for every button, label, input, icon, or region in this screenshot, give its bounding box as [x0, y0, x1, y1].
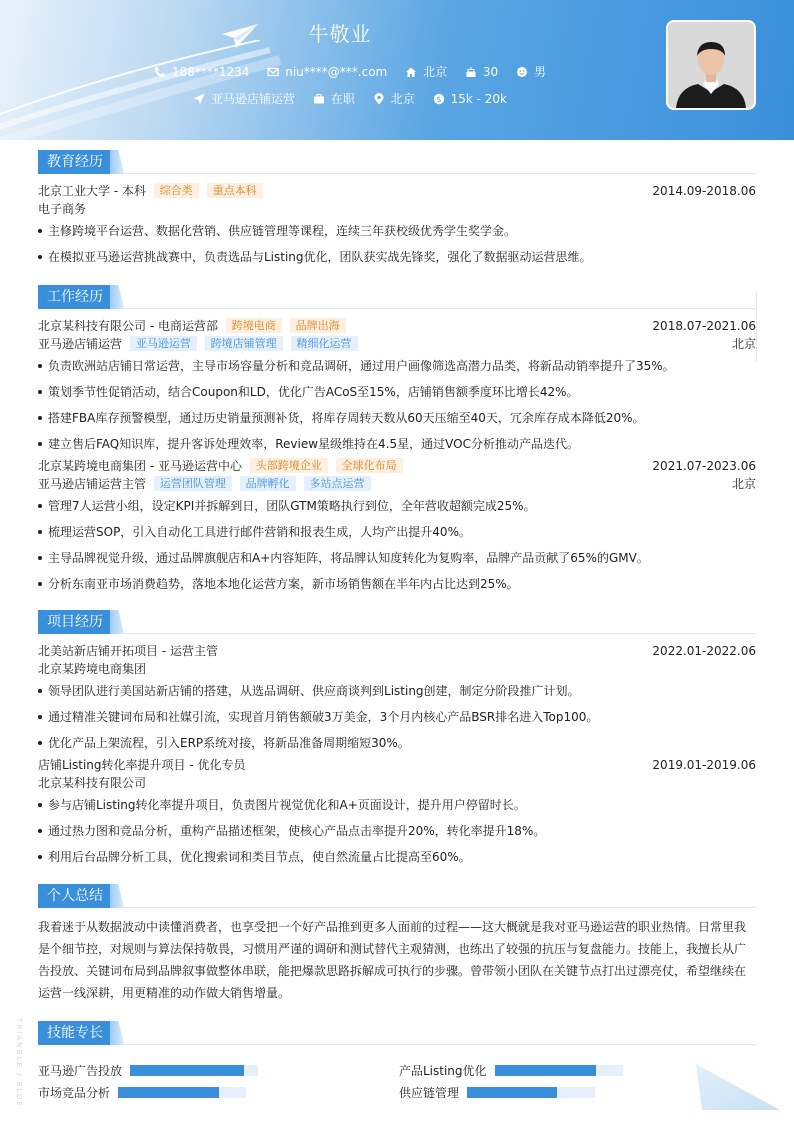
salary-text: 15k - 20k — [450, 91, 507, 106]
summary-line: 运营一线深耕，用更精准的动作做大销售增量。 — [38, 986, 291, 1000]
job-tag: 跨境店铺管理 — [205, 336, 283, 351]
title-tail-decoration — [110, 884, 124, 908]
smile-icon — [516, 66, 528, 78]
salary-item — [433, 92, 507, 106]
section-title-text: 个人总结 — [38, 884, 112, 908]
education-date: 2014.09-2018.06 — [652, 184, 756, 198]
title-tail-decoration — [110, 285, 124, 309]
skill-item — [399, 1061, 623, 1079]
resume-header — [0, 0, 794, 140]
skill-bar — [130, 1065, 258, 1076]
section-title-skills — [38, 1021, 756, 1045]
work-company-row — [38, 317, 756, 335]
projects-section — [38, 610, 756, 874]
section-title-projects — [38, 610, 756, 634]
target-city-item — [373, 90, 415, 107]
skill-item — [38, 1061, 258, 1079]
project-row — [38, 756, 756, 774]
work-bullets — [38, 497, 756, 593]
project-org: 北京某科技有限公司 — [38, 776, 147, 790]
age-item — [465, 65, 498, 79]
city-item — [405, 63, 447, 80]
skill-bar-fill — [130, 1065, 244, 1076]
work-location: 北京 — [731, 337, 756, 351]
section-title-text: 教育经历 — [38, 150, 112, 174]
job-tag: 精细化运营 — [291, 336, 358, 351]
city-text: 北京 — [423, 65, 448, 79]
education-bullets — [38, 222, 756, 266]
list-item: 梳理运营SOP，引入自动化工具进行邮件营销和报表生成，人均产出提升40%。 — [38, 523, 756, 541]
project-date: 2022.01-2022.06 — [652, 644, 756, 658]
list-item: 优化产品上架流程，引入ERP系统对接，将新品准备周期缩短30%。 — [38, 734, 756, 752]
svg-text:$: $ — [436, 94, 442, 104]
skill-name: 亚马逊广告投放 — [38, 1063, 123, 1078]
summary-line: 是个细节控，对规则与算法保持敬畏，习惯用严谨的调研和测试替代主观猜测，也练出了较强的抗压与复盘能力。技能上，我擅长从广 — [38, 942, 747, 956]
list-item: 策划季节性促销活动，结合Coupon和LD，优化广告ACoS至15%，店铺销售额季度环比增长42%。 — [38, 383, 756, 401]
mail-icon — [267, 66, 279, 78]
list-item: 参与店铺Listing转化率提升项目，负责图片视觉优化和A+页面设计，提升用户停留时长。 — [38, 796, 756, 814]
title-tail-decoration — [110, 1021, 124, 1045]
job-title: 亚马逊店铺运营主管 — [38, 477, 147, 491]
list-item: 在模拟亚马逊运营挑战赛中，负责选品与Listing优化，团队获实战先锋奖，强化了数据驱动运营思维。 — [38, 248, 756, 266]
corner-triangle-decoration — [690, 1060, 784, 1112]
cake-icon — [465, 66, 477, 78]
education-tag: 综合类 — [154, 183, 199, 198]
skill-item — [38, 1083, 246, 1101]
skill-bar — [495, 1065, 623, 1076]
company-tag: 品牌出海 — [290, 318, 346, 333]
list-item: 分析东南亚市场消费趋势，落地本地化运营方案，新市场销售额在半年内占比达到25%。 — [38, 575, 756, 593]
section-title-work — [38, 285, 756, 309]
education-section — [38, 150, 756, 274]
summary-section — [38, 884, 756, 1004]
email-item — [267, 65, 387, 79]
list-item: 主修跨境平台运营、数据化营销、供应链管理等课程，连续三年获校级优秀学生奖学金。 — [38, 222, 756, 240]
skill-bar — [118, 1087, 246, 1098]
list-item: 主导品牌视觉升级，通过品牌旗舰店和A+内容矩阵，将品牌认知度转化为复购率，品牌产品贡献了65%的GMV。 — [38, 549, 756, 567]
work-date: 2021.07-2023.06 — [652, 459, 756, 473]
list-item: 通过热力图和竞品分析，重构产品描述框架，使核心产品点击率提升20%，转化率提升18%。 — [38, 822, 756, 840]
project-name: 店铺Listing转化率提升项目 - 优化专员 — [38, 758, 246, 772]
section-title-text: 工作经历 — [38, 285, 112, 309]
summary-text — [38, 916, 756, 1004]
major: 电子商务 — [38, 202, 87, 216]
work-bullets — [38, 357, 756, 453]
title-tail-decoration — [110, 610, 124, 634]
skill-bar — [467, 1087, 595, 1098]
section-title-summary — [38, 884, 756, 908]
skill-bar-fill — [495, 1065, 596, 1076]
work-title-row — [38, 335, 756, 353]
list-item: 管理7人运营小组，设定KPI并拆解到日，团队GTM策略执行到位，全年营收超额完成25%。 — [38, 497, 756, 515]
skill-bar-fill — [467, 1087, 557, 1098]
project-name: 北美站新店铺开拓项目 - 运营主管 — [38, 644, 218, 658]
project-row — [38, 642, 756, 660]
send-icon — [193, 93, 205, 105]
contact-row — [0, 63, 680, 81]
skill-name: 供应链管理 — [399, 1085, 460, 1100]
status-text: 在职 — [330, 92, 355, 106]
skill-name: 产品Listing优化 — [399, 1063, 487, 1078]
watermark-text: TRIANGLE / BLUE — [15, 1018, 23, 1108]
section-title-text: 技能专长 — [38, 1021, 112, 1045]
target-job-item — [193, 90, 295, 107]
title-tail-decoration — [110, 150, 124, 174]
phone-icon — [154, 66, 166, 78]
company-tag: 头部跨境企业 — [250, 458, 328, 473]
education-row — [38, 182, 756, 200]
job-tag: 运营团队管理 — [154, 476, 232, 491]
section-title-text: 项目经历 — [38, 610, 112, 634]
project-date: 2019.01-2019.06 — [652, 758, 756, 772]
list-item: 利用后台品牌分析工具，优化搜索词和类目节点，使自然流量占比提高至60%。 — [38, 848, 756, 866]
list-item: 负责欧洲站店铺日常运营，主导市场容量分析和竞品调研，通过用户画像筛选高潜力品类，将新品动销率提升了35%。 — [38, 357, 756, 375]
job-tag: 亚马逊运营 — [130, 336, 197, 351]
briefcase-icon — [313, 93, 325, 105]
work-location: 北京 — [731, 477, 756, 491]
company-tag: 跨境电商 — [226, 318, 282, 333]
summary-line: 我着迷于从数据波动中读懂消费者，也享受把一个好产品推到更多人面前的过程——这大概就是我对亚马逊运营的职业热情。日常里我 — [38, 920, 747, 934]
email-text: niu****@***.com — [285, 64, 388, 79]
gender-item — [516, 63, 546, 80]
divider — [756, 292, 757, 362]
work-date: 2018.07-2021.06 — [652, 319, 756, 333]
section-title-education — [38, 150, 756, 174]
skill-item — [399, 1083, 595, 1101]
candidate-name: 牛敬业 — [308, 22, 372, 46]
list-item: 领导团队进行美国站新店铺的搭建，从选品调研、供应商谈判到Listing创建，制定分阶段推广计划。 — [38, 682, 756, 700]
education-tag: 重点本科 — [207, 183, 263, 198]
phone-text: 188****1234 — [171, 64, 250, 79]
summary-line: 告投放、关键词布局到品牌叙事做整体串联，能把爆款思路拆解成可执行的步骤。曾带领小团队在关键节点打出过漂亮仗，希望继续在 — [38, 964, 747, 978]
project-bullets — [38, 796, 756, 866]
work-title-row — [38, 475, 756, 493]
status-item — [313, 90, 355, 107]
skill-name: 市场竞品分析 — [38, 1085, 111, 1100]
target-city-text: 北京 — [390, 92, 415, 106]
home-icon — [405, 66, 417, 78]
target-job-text: 亚马逊店铺运营 — [211, 92, 296, 106]
project-bullets — [38, 682, 756, 752]
list-item: 搭建FBA库存预警模型，通过历史销量预测补货，将库存周转天数从60天压缩至40天，冗余库存成本降低20%。 — [38, 409, 756, 427]
job-intent-row — [0, 90, 680, 108]
list-item: 通过精准关键词布局和社媒引流，实现首月销售额破3万美金，3个月内核心产品BSR排名进入Top100。 — [38, 708, 756, 726]
money-icon — [433, 93, 445, 105]
skill-bar-fill — [118, 1087, 219, 1098]
age-text: 30 — [482, 64, 499, 79]
gender-text: 男 — [534, 65, 547, 79]
skills-list — [38, 1053, 756, 1099]
list-item: 建立售后FAQ知识库，提升客诉处理效率，Review星级维持在4.5星，通过VOC分析推动产品迭代。 — [38, 435, 756, 453]
skills-section — [38, 1021, 756, 1099]
avatar — [666, 20, 756, 110]
job-tag: 多站点运营 — [304, 476, 371, 491]
work-section — [38, 285, 756, 601]
school-name: 北京工业大学 - 本科 — [38, 184, 146, 198]
company-name: 北京某跨境电商集团 - 亚马逊运营中心 — [38, 459, 242, 473]
job-title: 亚马逊店铺运营 — [38, 337, 123, 351]
phone-item — [154, 65, 249, 79]
work-company-row — [38, 457, 756, 475]
company-name: 北京某科技有限公司 - 电商运营部 — [38, 319, 218, 333]
company-tag: 全球化布局 — [336, 458, 403, 473]
project-org: 北京某跨境电商集团 — [38, 662, 147, 676]
location-pin-icon — [373, 93, 385, 105]
job-tag: 品牌孵化 — [240, 476, 296, 491]
